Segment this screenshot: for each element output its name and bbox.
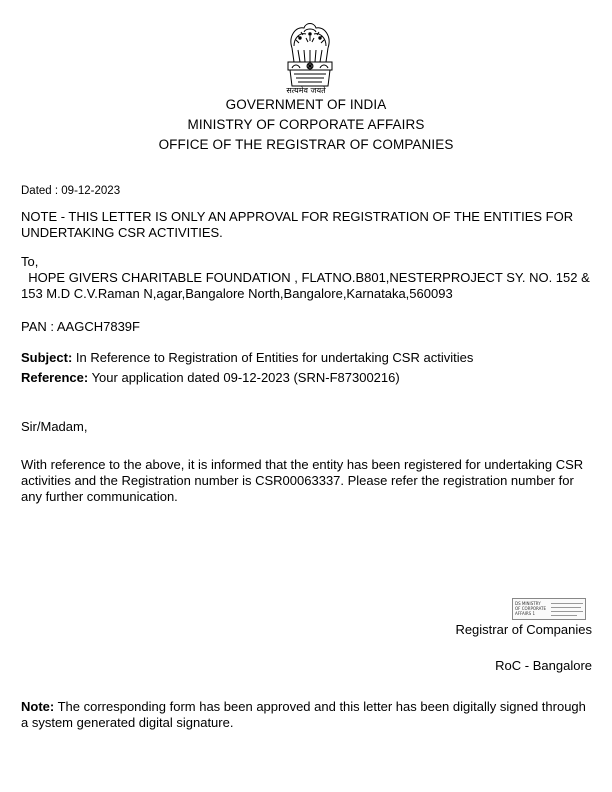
note-text: The corresponding form has been approved and this letter has been digitally signed through a system generated digital signature. xyxy=(21,699,586,730)
stamp-line xyxy=(551,615,577,616)
stamp-line xyxy=(551,611,583,612)
reference-text: Your application dated 09-12-2023 (SRN-F87300216) xyxy=(88,370,400,385)
digital-signature-stamp xyxy=(512,598,586,620)
registrar-title: Registrar of Companies xyxy=(455,622,592,637)
national-emblem-icon xyxy=(270,18,350,90)
heading-government: GOVERNMENT OF INDIA xyxy=(225,97,387,112)
heading-ministry: MINISTRY OF CORPORATE AFFAIRS xyxy=(187,117,425,132)
body-paragraph: With reference to the above, it is informed that the entity has been registered for undertaking CSR activities and the Registration number is CSR00063337. Please refer the registration number for any further communication. xyxy=(21,457,584,504)
reference-line xyxy=(21,370,601,386)
stamp-line xyxy=(551,607,581,608)
subject-label: Subject: xyxy=(21,350,73,365)
emblem-motto: सत्यमेव जयते xyxy=(286,86,326,95)
heading-office: OFFICE OF THE REGISTRAR OF COMPANIES xyxy=(158,137,454,152)
address-text: HOPE GIVERS CHARITABLE FOUNDATION , FLATNO.B801,NESTERPROJECT SY. NO. 152 & 153 M.D C.V.Raman N,agar,Bangalore North,Bangalore,Karnataka,560093 xyxy=(21,270,590,301)
salutation: Sir/Madam, xyxy=(21,419,88,434)
pan-number: PAN : AAGCH7839F xyxy=(21,319,140,334)
stamp-line xyxy=(551,603,583,604)
digital-signature-note xyxy=(21,699,596,731)
roc-location: RoC - Bangalore xyxy=(495,658,592,673)
addressee-address xyxy=(21,270,591,302)
to-label: To, xyxy=(21,254,39,269)
note-label: Note: xyxy=(21,699,55,714)
reference-label: Reference: xyxy=(21,370,89,385)
subject-line xyxy=(21,350,601,366)
subject-text: In Reference to Registration of Entities for undertaking CSR activities xyxy=(72,350,474,365)
signature-stamp-text: DS MINISTRY OF CORPORATE AFFAIRS 1 xyxy=(515,601,547,616)
approval-note: NOTE - THIS LETTER IS ONLY AN APPROVAL FOR REGISTRATION OF THE ENTITIES FOR UNDERTAKING CSR ACTIVITIES. xyxy=(21,209,574,240)
letter-date: Dated : 09-12-2023 xyxy=(21,185,121,197)
